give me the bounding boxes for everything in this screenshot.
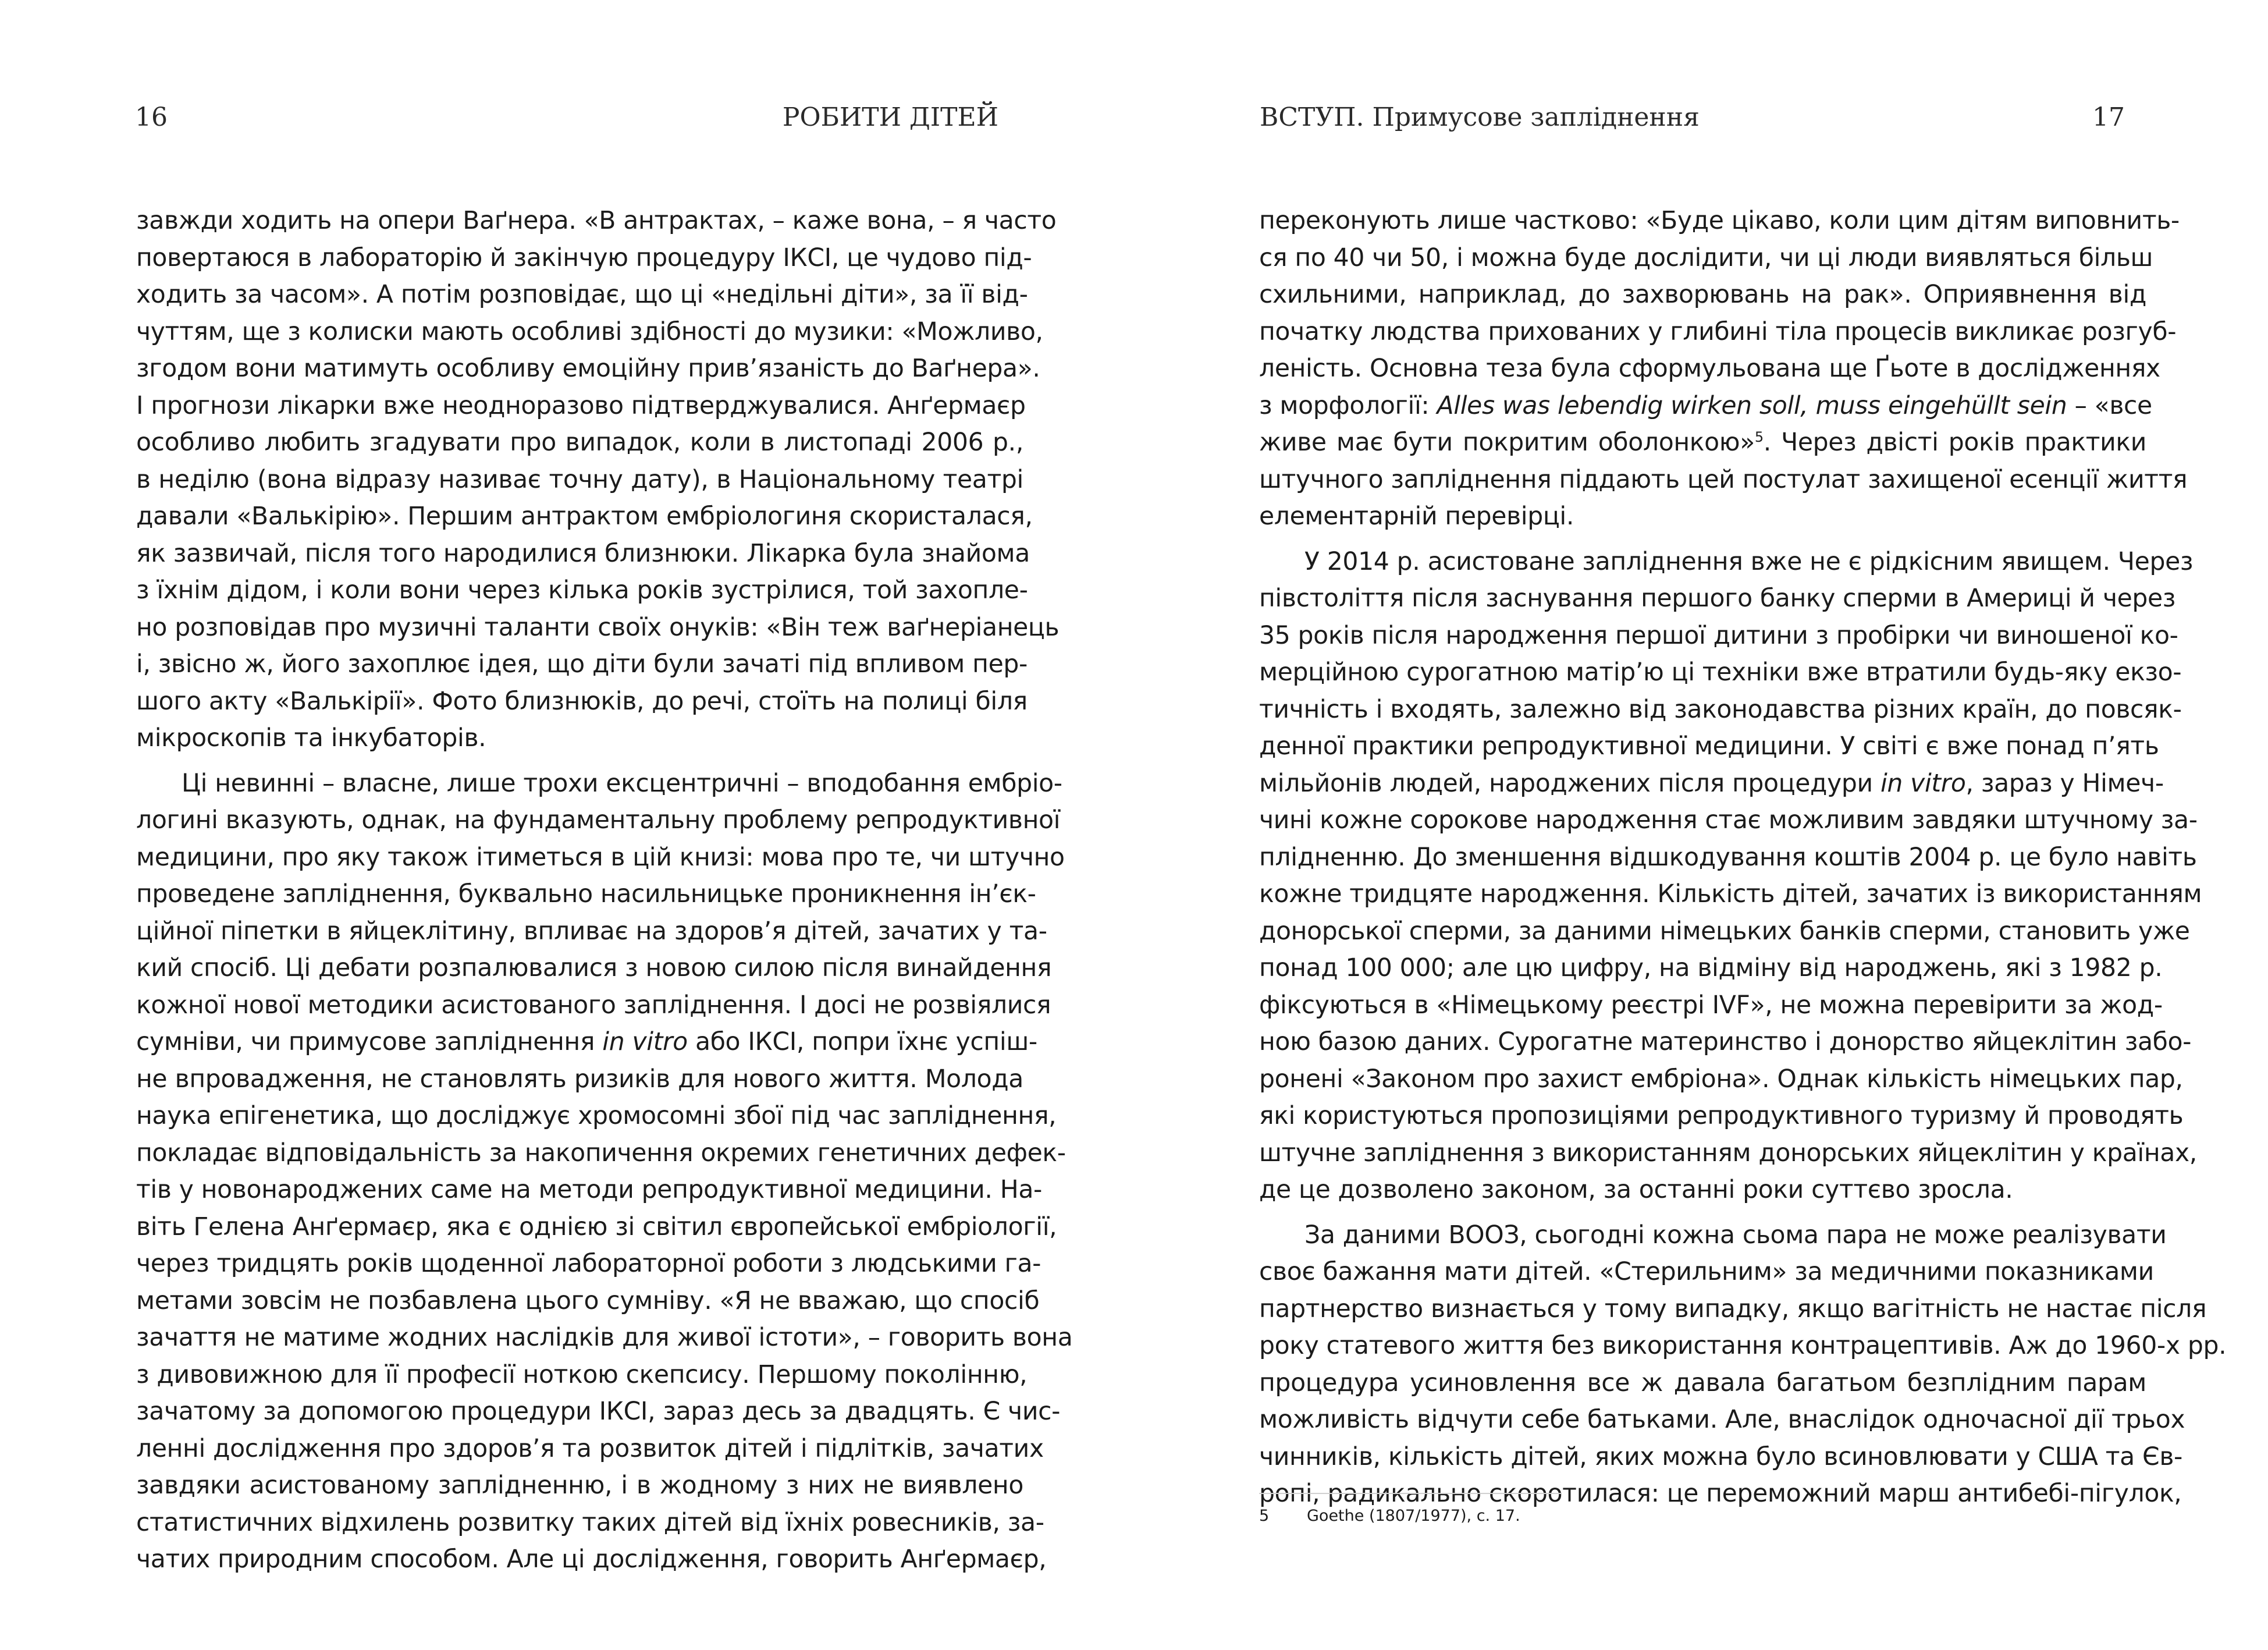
text-line: можливість відчути себе батьками. Але, внаслідок одночасної дії трьох (1259, 1406, 2185, 1434)
footnote-divider (1259, 1493, 1562, 1494)
text-line: шого акту «Валькірії». Фото близнюків, до речі, стоїть на полиці біля (136, 687, 1028, 716)
text-line: чуттям, ще з колиски мають особливі здібності до музики: «Можливо, (136, 317, 1043, 346)
text-line: своє бажання мати дітей. «Стерильним» за медичними показниками (1259, 1258, 2154, 1286)
text-line: 35 років після народження першої дитини з пробірки чи виношеної ко- (1259, 621, 2178, 650)
text-line: статистичних відхилень розвитку таких дітей від їхніх ровесників, за- (136, 1508, 1044, 1537)
text-line: не впровадження, не становлять ризиків для нового життя. Молода (136, 1064, 1023, 1094)
text-line: як зазвичай, після того народилися близнюки. Лікарка була знайома (136, 539, 1030, 568)
text-line: За даними ВООЗ, сьогодні кожна сьома пара не може реалізувати (1304, 1220, 2167, 1250)
text-line: завдяки асистованому заплідненню, і в жодному з них не виявлено (136, 1471, 1023, 1500)
text-line: схильними, наприклад, до захворювань на рак». Оприявнення від (1259, 281, 2146, 309)
footnote-number: 5 (1259, 1507, 1270, 1525)
text-line: елементарній перевірці. (1259, 502, 1574, 531)
text-line: де це дозволено законом, за останні роки суттєво зросла. (1259, 1176, 2013, 1204)
text-line: зачаття не матиме жодних наслідків для живої істоти», – говорить вона (136, 1323, 1073, 1352)
text-line: процедура усиновлення все ж давала багатьом безплідним парам (1259, 1368, 2146, 1397)
body-text (1259, 203, 2227, 1513)
text-line: ленні дослідження про здоров’я та розвиток дітей і підлітків, зачатих (136, 1434, 1044, 1463)
text-line: початку людства прихованих у глибині тіла процесів викликає розгуб- (1259, 317, 2177, 346)
body-text (136, 203, 1073, 1578)
text-line: ційної піпетки в яйцеклітину, впливає на здоров’я дітей, зачатих у та- (136, 917, 1047, 946)
text-line: партнерство визнається у тому випадку, якщо вагітність не настає після (1259, 1294, 2207, 1323)
text-line: денної практики репродуктивної медицини. У світі є вже понад п’ять (1259, 732, 2159, 761)
right-page (1134, 0, 2268, 1650)
text-line: логині вказують, однак, на фундаментальну проблему репродуктивної (136, 806, 1061, 835)
text-line: мікроскопів та інкубаторів. (136, 724, 486, 753)
text-line: в неділю (вона відразу називає точну дату), в Національному театрі (136, 465, 1023, 494)
text-line: кий спосіб. Ці дебати розпалювалися з новою силою після винайдення (136, 954, 1052, 982)
text-line: з їхнім дідом, і коли вони через кілька років зустрілися, той захопле- (136, 576, 1028, 605)
text-line: проведене запліднення, буквально насильницьке проникнення ін’єк- (136, 880, 1036, 909)
text-line: но розповідав про музичні таланти своїх онуків: «Він теж ваґнеріанець (136, 613, 1060, 642)
text-line: віть Гелена Анґермаєр, яка є однією зі світил європейської ембріології, (136, 1212, 1057, 1241)
text-line: півстоліття після заснування першого банку сперми в Америці й через (1259, 584, 2176, 613)
text-line: згодом вони матимуть особливу емоційну прив’язаність до Ваґнера». (136, 354, 1040, 383)
text-line: кожне тридцяте народження. Кількість дітей, зачатих із використанням (1259, 880, 2202, 909)
text-line: кожної нової методики асистованого запліднення. І досі не розвіялися (136, 991, 1051, 1020)
text-line: зачатому за допомогою процедури ІКСІ, зараз десь за двадцять. Є чис- (136, 1397, 1061, 1426)
text-line: які користуються пропозиціями репродуктивного туризму й проводять (1259, 1102, 2184, 1130)
page-number: 16 (135, 102, 168, 132)
text-line: медицини, про яку також ітиметься в цій книзі: мова про те, чи штучно (136, 843, 1065, 872)
text-line: метами зовсім не позбавлена цього сумніву. «Я не вважаю, що спосіб (136, 1286, 1040, 1315)
text-line: року статевого життя без використання контрацептивів. Аж до 1960-х рр. (1259, 1332, 2227, 1360)
text-line: чинників, кількість дітей, яких можна було всиновлювати у США та Єв- (1259, 1442, 2183, 1471)
footnote-text: Goethe (1807/1977), c. 17. (1307, 1507, 1520, 1525)
text-line: ною базою даних. Сурогатне материнство і донорство яйцеклітин забо- (1259, 1028, 2192, 1056)
text-line: через тридцять років щоденної лабораторної роботи з людськими га- (136, 1250, 1041, 1278)
text-line: тів у новонароджених саме на методи репродуктивної медицини. На- (136, 1176, 1043, 1204)
text-line: штучне запліднення з використанням донорських яйцеклітин у країнах, (1259, 1138, 2197, 1168)
running-title: РОБИТИ ДІТЕЙ (782, 102, 998, 132)
text-line: повертаюся в лабораторію й закінчую процедуру ІКСІ, це чудово під- (136, 243, 1032, 272)
text-line: У 2014 р. асистоване запліднення вже не є рідкісним явищем. Через (1304, 547, 2194, 576)
text-line: покладає відповідальність за накопичення окремих генетичних дефек- (136, 1138, 1066, 1168)
text-line: ронені «Законом про захист ембріона». Однак кількість німецьких пар, (1259, 1064, 2183, 1094)
text-line: сумніви, чи примусове запліднення in vitro або ІКСІ, попри їхнє успіш- (136, 1028, 1037, 1056)
text-line: живе має бути покритим оболонкою»$^5$. Через двісті років практики (1259, 428, 2146, 457)
text-line: з дивовижною для її професії ноткою скепсису. Першому поколінню, (136, 1360, 1028, 1389)
text-line: завжди ходить на опери Ваґнера. «В антрактах, – каже вона, – я часто (136, 207, 1057, 235)
text-line: фіксуються в «Німецькому реєстрі IVF», не можна перевірити за жод- (1259, 991, 2163, 1020)
text-line: і, звісно ж, його захоплює ідея, що діти були зачаті під впливом пер- (136, 650, 1028, 679)
text-line: давали «Валькірію». Першим антрактом ембріологиня скористалася, (136, 502, 1033, 531)
text-line: тичність і входять, залежно від законодавства різних країн, до повсяк- (1259, 695, 2182, 724)
text-line: донорської сперми, за даними німецьких банків сперми, становить уже (1259, 917, 2190, 946)
text-line: понад 100 000; але цю цифру, на відміну від народжень, які з 1982 р. (1259, 954, 2163, 982)
text-line: ходить за часом». А потім розповідає, що ці «недільні діти», за її від- (136, 281, 1028, 309)
text-line: штучного запліднення піддають цей постулат захищеної есенції життя (1259, 465, 2188, 494)
text-line: ропі, радикально скоротилася: це переможний марш антибебі-пігулок, (1259, 1479, 2182, 1508)
text-line: особливо любить згадувати про випадок, коли в листопаді 2006 р., (136, 428, 1023, 457)
footnote (1259, 1504, 1520, 1528)
text-line: чатих природним способом. Але ці дослідження, говорить Анґермаєр, (136, 1545, 1047, 1574)
running-title: ВСТУП. Примусове запліднення (1260, 102, 1700, 132)
footnote-reference[interactable]: 5 (1754, 428, 1764, 445)
text-line: чині кожне сорокове народження стає можливим завдяки штучному за- (1259, 806, 2198, 835)
text-line: мерційною сурогатною матір’ю ці техніки вже втратили будь-яку екзо- (1259, 658, 2182, 687)
text-line: леність. Основна теза була сформульована ще Ґьоте в дослідженнях (1259, 354, 2160, 383)
text-line: з морфології: Alles was lebendig wirken soll, muss eingehüllt sein – «все (1259, 391, 2152, 420)
text-line: переконують лише частково: «Буде цікаво, коли цим дітям виповнить- (1259, 207, 2180, 235)
text-line: наука епігенетика, що досліджує хромосомні збої під час запліднення, (136, 1102, 1057, 1130)
text-line: Ці невинні – власне, лише трохи ексцентричні – вподобання ембріо- (182, 769, 1062, 798)
text-line: І прогнози лікарки вже неодноразово підтверджувалися. Анґермаєр (136, 391, 1026, 420)
text-line: плідненню. До зменшення відшкодування коштів 2004 р. це було навіть (1259, 843, 2197, 872)
text-line: мільйонів людей, народжених після процедури in vitro, зараз у Німеч- (1259, 769, 2164, 798)
text-line: ся по 40 чи 50, і можна буде дослідити, чи ці люди виявляться більш (1259, 243, 2153, 272)
page-number: 17 (2092, 102, 2125, 132)
